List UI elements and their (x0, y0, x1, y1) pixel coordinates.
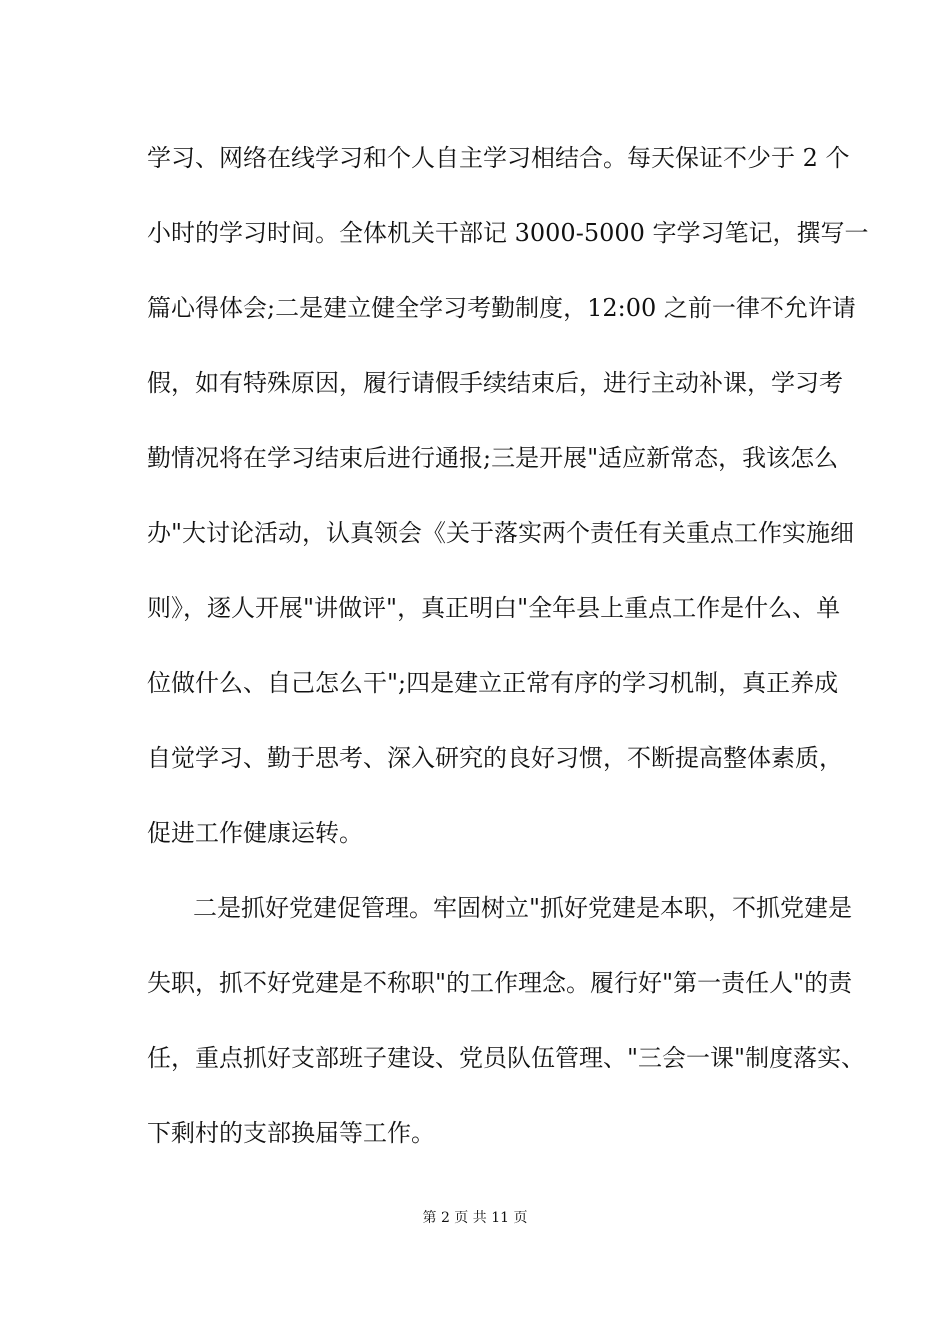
body-line-2: 小时的学习时间。全体机关干部记 3000-5000 字学习笔记，撰写一 (147, 219, 869, 247)
body-line-6: 办"大讨论活动，认真领会《关于落实两个责任有关重点工作实施细 (147, 519, 855, 547)
body-line-8: 位做什么、自己怎么干";四是建立正常有序的学习机制，真正养成 (147, 669, 839, 697)
body-line-5: 勤情况将在学习结束后进行通报;三是开展"适应新常态，我该怎么 (147, 444, 839, 472)
body-line-11-paragraph-start: 二是抓好党建促管理。牢固树立"抓好党建是本职，不抓党建是 (193, 894, 853, 922)
body-line-12: 失职，抓不好党建是不称职"的工作理念。履行好"第一责任人"的责 (147, 969, 853, 997)
body-line-9: 自觉学习、勤于思考、深入研究的良好习惯，不断提高整体素质， (147, 744, 843, 772)
body-line-7: 则》，逐人开展"讲做评"，真正明白"全年县上重点工作是什么、单 (147, 594, 841, 622)
page-number-footer: 第 2 页 共 11 页 (422, 1210, 528, 1226)
body-line-10: 促进工作健康运转。 (147, 819, 363, 847)
body-line-4: 假，如有特殊原因，履行请假手续结束后，进行主动补课，学习考 (147, 369, 843, 397)
body-line-3: 篇心得体会;二是建立健全学习考勤制度，12:00 之前一律不允许请 (147, 294, 856, 322)
body-line-14: 下剩村的支部换届等工作。 (147, 1119, 435, 1147)
body-line-13: 任，重点抓好支部班子建设、党员队伍管理、"三会一课"制度落实、 (147, 1044, 866, 1072)
body-line-1: 学习、网络在线学习和个人自主学习相结合。每天保证不少于 2 个 (147, 144, 850, 172)
